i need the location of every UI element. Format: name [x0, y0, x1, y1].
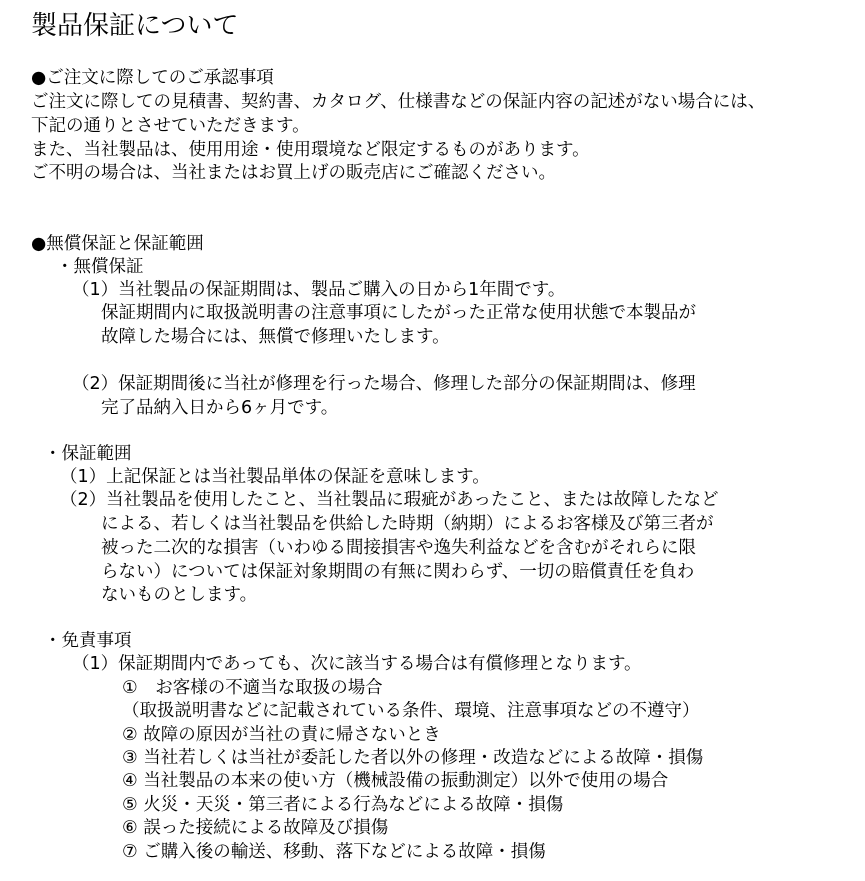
exemption-case: ④ 当社製品の本来の使い方（機械設備の振動測定）以外で使用の場合 — [122, 771, 669, 791]
exemption-case: ② 故障の原因が当社の責に帰さないとき — [122, 725, 441, 745]
free-warranty-item-1: （1）当社製品の保証期間は、製品ご購入の日から1年間です。 — [72, 280, 566, 300]
scope-item-2-cont: らない）については保証対象期間の有無に関わらず、一切の賠償責任を負わ — [101, 562, 695, 582]
free-warranty-item-2-cont: 完了品納入日から6ヶ月です。 — [101, 398, 339, 418]
scope-subheading: ・保証範囲 — [44, 444, 132, 464]
scope-item-2: （2）当社製品を使用したこと、当社製品に瑕疵があったこと、または故障したなど — [60, 490, 719, 510]
scope-item-2-cont: 被った二次的な損害（いわゆる間接損害や逸失利益などを含むがそれらに限 — [101, 538, 696, 558]
exemption-case: ③ 当社若しくは当社が委託した者以外の修理・改造などによる故障・損傷 — [122, 748, 704, 768]
exemption-case: ⑥ 誤った接続による故障及び損傷 — [122, 818, 389, 838]
exemption-subheading: ・免責事項 — [44, 631, 132, 651]
scope-item-1: （1）上記保証とは当社製品単体の保証を意味します。 — [60, 467, 490, 487]
approval-line: ご注文に際しての見積書、契約書、カタログ、仕様書などの保証内容の記述がない場合には、 — [31, 92, 766, 112]
free-warranty-item-2: （2）保証期間後に当社が修理を行った場合、修理した部分の保証期間は、修理 — [72, 374, 696, 394]
approval-line: ご不明の場合は、当社またはお買上げの販売店にご確認ください。 — [31, 163, 556, 183]
approval-line: また、当社製品は、使用用途・使用環境など限定するものがあります。 — [31, 140, 590, 160]
approval-heading: ●ご注文に際してのご承認事項 — [31, 68, 274, 88]
exemption-case: ⑤ 火災・天災・第三者による行為などによる故障・損傷 — [122, 795, 564, 815]
exemption-case-note: （取扱説明書などに記載されている条件、環境、注意事項などの不遵守） — [122, 701, 700, 721]
exemption-case: ⑦ ご購入後の輸送、移動、落下などによる故障・損傷 — [122, 842, 546, 862]
warranty-heading: ●無償保証と保証範囲 — [31, 234, 204, 254]
free-warranty-item-1-cont: 故障した場合には、無償で修理いたします。 — [101, 327, 450, 347]
exemption-item-1: （1）保証期間内であっても、次に該当する場合は有償修理となります。 — [72, 654, 642, 674]
scope-item-2-cont: による、若しくは当社製品を供給した時期（納期）によるお客様及び第三者が — [101, 514, 714, 534]
free-warranty-item-1-cont: 保証期間内に取扱説明書の注意事項にしたがった正常な使用状態で本製品が — [101, 303, 696, 323]
page-title: 製品保証について — [31, 11, 239, 41]
exemption-case: ① お客様の不適当な取扱の場合 — [122, 678, 383, 698]
scope-item-2-cont: ないものとします。 — [101, 585, 258, 605]
approval-line: 下記の通りとさせていただきます。 — [31, 116, 310, 136]
free-warranty-subheading: ・無償保証 — [56, 257, 144, 277]
